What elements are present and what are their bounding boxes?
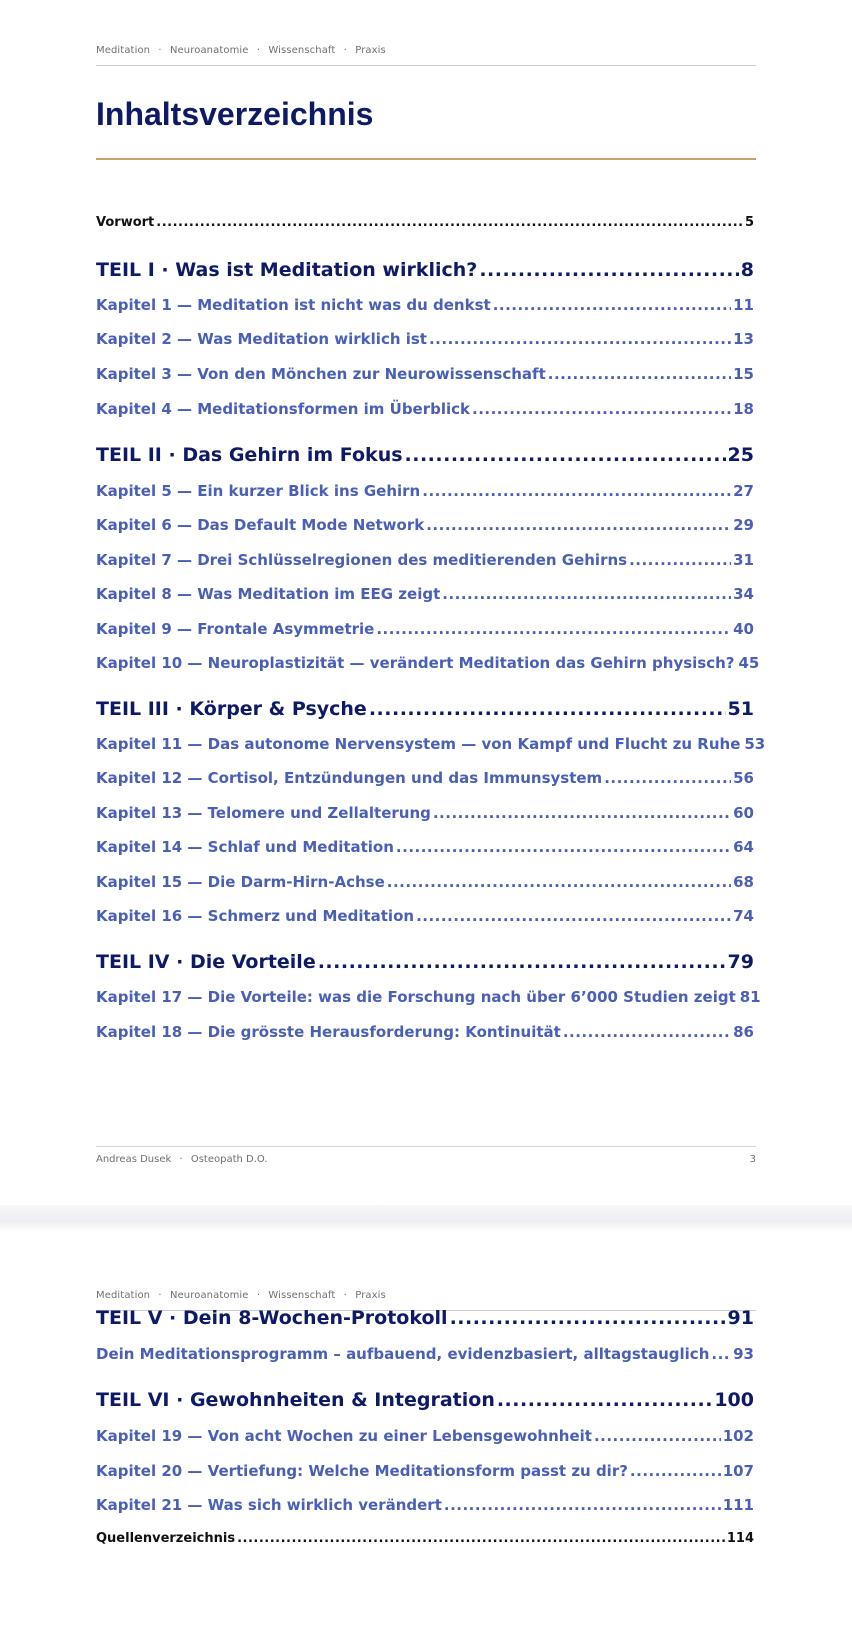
dot-leader xyxy=(493,296,731,314)
footer-author-line xyxy=(96,1154,268,1165)
toc-chapter-entry[interactable] xyxy=(96,296,754,314)
dot-leader xyxy=(442,585,731,603)
toc-page-number: 79 xyxy=(727,951,754,973)
toc-entry-label: TEIL III · Körper & Psyche xyxy=(96,698,367,720)
running-header xyxy=(96,1290,756,1301)
toc-entry-label: TEIL I · Was ist Meditation wirklich? xyxy=(96,259,478,281)
toc-chapter-entry[interactable] xyxy=(96,1496,754,1514)
toc-page-number: 31 xyxy=(733,551,754,569)
toc-chapter-entry[interactable] xyxy=(96,838,754,856)
toc-entry-label: Kapitel 14 — Schlaf und Meditation xyxy=(96,838,394,856)
toc-entry-label: Kapitel 3 — Von den Mönchen zur Neurowissenschaft xyxy=(96,365,546,383)
toc-entry-label: TEIL V · Dein 8-Wochen-Protokoll xyxy=(96,1307,448,1329)
toc-page-number: 107 xyxy=(722,1462,754,1480)
header-crumb: Wissenschaft xyxy=(268,1290,336,1301)
toc-chapter-entry[interactable] xyxy=(96,988,761,1006)
dot-leader xyxy=(630,1462,721,1480)
toc-chapter-entry[interactable] xyxy=(96,1023,754,1041)
toc-chapter-entry[interactable] xyxy=(96,735,766,753)
toc-page-number: 27 xyxy=(733,482,754,500)
dot-leader xyxy=(156,215,743,231)
toc-chapter-entry[interactable] xyxy=(96,620,754,638)
toc-entry-label: Kapitel 20 — Vertiefung: Welche Meditationsform passt zu dir? xyxy=(96,1462,628,1480)
dot-leader xyxy=(237,1531,725,1547)
toc-page-number: 51 xyxy=(727,698,754,720)
toc-page-number: 13 xyxy=(733,330,754,348)
running-footer xyxy=(96,1154,756,1165)
toc-entry-label: TEIL II · Das Gehirn im Fokus xyxy=(96,444,403,466)
header-divider xyxy=(96,65,756,66)
toc-entry-label: Kapitel 18 — Die grösste Herausforderung: Kontinuität xyxy=(96,1023,561,1041)
dot-leader xyxy=(387,873,731,891)
toc-page-number: 45 xyxy=(738,654,760,672)
toc-entry-label: Kapitel 1 — Meditation ist nicht was du denkst xyxy=(96,296,491,314)
toc-part-entry[interactable] xyxy=(96,444,754,467)
header-crumb: Neuroanatomie xyxy=(169,1290,249,1301)
header-separator: · xyxy=(158,1290,162,1301)
toc-chapter-entry[interactable] xyxy=(96,330,754,348)
toc-entry-label: Kapitel 17 — Die Vorteile: was die Forschung nach über 6’000 Studien zeigt xyxy=(96,988,736,1006)
header-crumb: Meditation xyxy=(96,1290,151,1301)
toc-entry-label: Quellenverzeichnis xyxy=(96,1531,236,1546)
toc-entry[interactable] xyxy=(96,1531,754,1547)
header-crumb: Meditation xyxy=(96,45,151,56)
toc-entry-label: Kapitel 5 — Ein kurzer Blick ins Gehirn xyxy=(96,482,421,500)
toc-entry-label: Kapitel 16 — Schmerz und Meditation xyxy=(96,907,415,925)
dot-leader xyxy=(369,698,726,721)
toc-part-entry[interactable] xyxy=(96,698,754,721)
header-separator: · xyxy=(343,45,347,56)
toc-page-number: 40 xyxy=(733,620,754,638)
toc-entry-label: Kapitel 15 — Die Darm-Hirn-Achse xyxy=(96,873,385,891)
header-separator: · xyxy=(256,45,261,56)
toc-chapter-entry[interactable] xyxy=(96,365,754,383)
toc-page-number: 74 xyxy=(733,907,754,925)
toc-entry-label: Kapitel 2 — Was Meditation wirklich ist xyxy=(96,330,427,348)
toc-page-number: 60 xyxy=(733,804,754,822)
header-crumb: Praxis xyxy=(355,45,386,56)
dot-leader xyxy=(711,1345,731,1363)
dot-leader xyxy=(563,1023,731,1041)
dot-leader xyxy=(433,804,731,822)
dot-leader xyxy=(396,838,731,856)
toc-entry-label: Kapitel 21 — Was sich wirklich verändert xyxy=(96,1496,442,1514)
toc-chapter-entry[interactable] xyxy=(96,516,754,534)
header-crumb: Praxis xyxy=(355,1290,386,1301)
toc-page-number: 29 xyxy=(733,516,754,534)
toc-page-number: 100 xyxy=(714,1389,754,1411)
header-crumb: Neuroanatomie xyxy=(169,45,249,56)
document-page-2 xyxy=(0,1232,852,1626)
toc-page-number: 68 xyxy=(733,873,754,891)
toc-page-number: 18 xyxy=(733,400,754,418)
toc-page-number: 25 xyxy=(727,444,754,466)
toc-page-number: 111 xyxy=(722,1496,754,1514)
dot-leader xyxy=(444,1496,721,1514)
toc-chapter-entry[interactable] xyxy=(96,804,754,822)
toc-entry-label: Kapitel 6 — Das Default Mode Network xyxy=(96,516,425,534)
toc-entry-label: Kapitel 19 — Von acht Wochen zu einer Lebensgewohnheit xyxy=(96,1427,592,1445)
toc-page-number: 15 xyxy=(733,365,754,383)
page-number: 3 xyxy=(749,1154,756,1165)
toc-entry-label: Kapitel 9 — Frontale Asymmetrie xyxy=(96,620,375,638)
toc-chapter-entry[interactable] xyxy=(96,551,754,569)
toc-page-number: 91 xyxy=(727,1307,754,1329)
toc-chapter-entry[interactable] xyxy=(96,585,754,603)
running-header xyxy=(96,45,756,56)
toc-chapter-entry[interactable] xyxy=(96,482,754,500)
header-separator: · xyxy=(343,1290,347,1301)
toc-entry-label: Kapitel 13 — Telomere und Zellalterung xyxy=(96,804,431,822)
toc-chapter-entry[interactable] xyxy=(96,769,754,787)
dot-leader xyxy=(426,516,731,534)
toc-entry-label: Kapitel 8 — Was Meditation im EEG zeigt xyxy=(96,585,441,603)
dot-leader xyxy=(429,330,731,348)
toc-page-number: 8 xyxy=(740,259,754,281)
dot-leader xyxy=(497,1389,712,1412)
toc-entry-label: Kapitel 12 — Cortisol, Entzündungen und das Immunsystem xyxy=(96,769,603,787)
dot-leader xyxy=(376,620,731,638)
page-title: Inhaltsverzeichnis xyxy=(96,96,374,132)
toc-page-number: 86 xyxy=(733,1023,754,1041)
toc-page-number: 64 xyxy=(733,838,754,856)
dot-leader xyxy=(548,365,731,383)
toc-entry-label: Vorwort xyxy=(96,215,155,230)
footer-divider xyxy=(96,1146,756,1147)
dot-leader xyxy=(479,259,738,282)
toc-chapter-entry[interactable] xyxy=(96,400,754,418)
dot-leader xyxy=(450,1307,726,1330)
toc-chapter-entry[interactable] xyxy=(96,1462,754,1480)
toc-page-number: 81 xyxy=(739,988,761,1006)
toc-page-number: 53 xyxy=(744,735,766,753)
toc-page-number: 34 xyxy=(733,585,754,603)
toc-chapter-entry[interactable] xyxy=(96,1427,754,1445)
dot-leader xyxy=(318,951,726,974)
page-break xyxy=(0,1205,852,1232)
toc-chapter-entry[interactable] xyxy=(96,873,754,891)
toc-entry-label: Dein Meditationsprogramm – aufbauend, evidenzbasiert, alltagstauglich xyxy=(96,1345,710,1363)
footer-role: Osteopath D.O. xyxy=(190,1154,268,1165)
dot-leader xyxy=(594,1427,721,1445)
header-crumb: Wissenschaft xyxy=(268,45,336,56)
toc-entry[interactable] xyxy=(96,215,754,231)
dot-leader xyxy=(405,444,726,467)
toc-page-number: 5 xyxy=(744,215,754,230)
dot-leader xyxy=(472,400,731,418)
toc-part-entry[interactable] xyxy=(96,951,754,974)
dot-leader xyxy=(629,551,731,569)
toc-chapter-entry[interactable] xyxy=(96,654,760,672)
toc-page-number: 114 xyxy=(726,1531,754,1546)
footer-separator: · xyxy=(179,1154,183,1165)
header-separator: · xyxy=(158,45,162,56)
header-separator: · xyxy=(256,1290,261,1301)
toc-part-entry[interactable] xyxy=(96,1307,754,1330)
toc-page-number: 102 xyxy=(722,1427,754,1445)
toc-chapter-entry[interactable] xyxy=(96,1345,754,1363)
toc-chapter-entry[interactable] xyxy=(96,907,754,925)
title-divider xyxy=(96,158,756,160)
toc-part-entry[interactable] xyxy=(96,1389,754,1412)
footer-author: Andreas Dusek xyxy=(96,1154,172,1165)
toc-entry-label: TEIL VI · Gewohnheiten & Integration xyxy=(96,1389,495,1411)
toc-page-number: 11 xyxy=(733,296,754,314)
dot-leader xyxy=(416,907,731,925)
toc-entry-label: Kapitel 4 — Meditationsformen im Überblick xyxy=(96,400,471,418)
toc-entry-label: TEIL IV · Die Vorteile xyxy=(96,951,316,973)
toc-page-number: 93 xyxy=(733,1345,754,1363)
toc-entry-label: Kapitel 7 — Drei Schlüsselregionen des meditierenden Gehirns xyxy=(96,551,628,569)
toc-part-entry[interactable] xyxy=(96,259,754,282)
dot-leader xyxy=(604,769,731,787)
toc-entry-label: Kapitel 10 — Neuroplastizität — verändert Meditation das Gehirn physisch? xyxy=(96,654,735,672)
dot-leader xyxy=(422,482,731,500)
toc-entry-label: Kapitel 11 — Das autonome Nervensystem — von Kampf und Flucht zu Ruhe xyxy=(96,735,741,753)
toc-page-number: 56 xyxy=(733,769,754,787)
